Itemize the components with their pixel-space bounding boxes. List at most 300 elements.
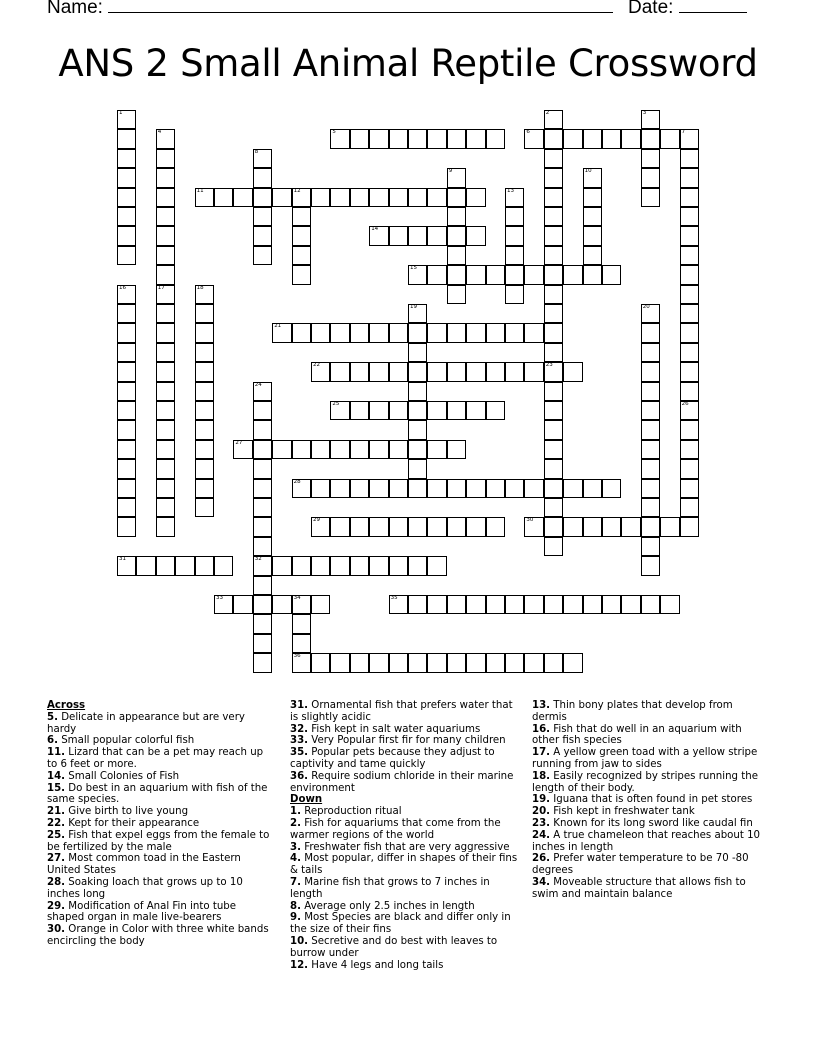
grid-cell[interactable] — [253, 226, 272, 245]
grid-cell[interactable] — [350, 362, 369, 381]
grid-cell[interactable] — [272, 556, 291, 575]
grid-cell[interactable] — [292, 207, 311, 226]
grid-cell[interactable] — [253, 149, 272, 168]
grid-cell[interactable] — [660, 517, 679, 536]
grid-cell[interactable] — [408, 343, 427, 362]
grid-cell[interactable] — [253, 440, 272, 459]
grid-cell[interactable] — [214, 188, 233, 207]
grid-cell[interactable] — [680, 265, 699, 284]
grid-cell[interactable] — [292, 556, 311, 575]
grid-cell[interactable] — [350, 440, 369, 459]
grid-cell[interactable] — [641, 517, 660, 536]
grid-cell[interactable] — [641, 401, 660, 420]
grid-cell[interactable] — [583, 246, 602, 265]
grid-cell[interactable] — [369, 556, 388, 575]
grid-cell[interactable] — [117, 129, 136, 148]
grid-cell[interactable] — [505, 323, 524, 342]
grid-cell[interactable] — [156, 382, 175, 401]
grid-cell[interactable] — [253, 168, 272, 187]
grid-cell[interactable] — [427, 362, 446, 381]
grid-cell[interactable] — [544, 168, 563, 187]
grid-cell[interactable] — [447, 517, 466, 536]
grid-cell[interactable] — [156, 149, 175, 168]
grid-cell[interactable] — [272, 440, 291, 459]
grid-cell[interactable] — [195, 362, 214, 381]
grid-cell[interactable] — [427, 226, 446, 245]
grid-cell[interactable] — [486, 517, 505, 536]
grid-cell[interactable] — [486, 323, 505, 342]
grid-cell[interactable] — [330, 479, 349, 498]
grid-cell[interactable] — [427, 129, 446, 148]
grid-cell[interactable] — [641, 188, 660, 207]
grid-cell[interactable] — [680, 246, 699, 265]
grid-cell[interactable] — [311, 440, 330, 459]
grid-cell[interactable] — [544, 304, 563, 323]
grid-cell[interactable] — [292, 634, 311, 653]
grid-cell[interactable] — [156, 556, 175, 575]
grid-cell[interactable] — [466, 479, 485, 498]
grid-cell[interactable] — [447, 479, 466, 498]
grid-cell[interactable] — [427, 653, 446, 672]
grid-cell[interactable] — [544, 401, 563, 420]
grid-cell[interactable] — [486, 653, 505, 672]
grid-cell[interactable] — [680, 382, 699, 401]
grid-cell[interactable] — [602, 265, 621, 284]
grid-cell[interactable] — [408, 226, 427, 245]
grid-cell[interactable] — [195, 401, 214, 420]
grid-cell[interactable] — [427, 440, 446, 459]
grid-cell[interactable] — [621, 517, 640, 536]
grid-cell[interactable] — [680, 149, 699, 168]
grid-cell[interactable] — [253, 614, 272, 633]
grid-cell[interactable] — [350, 556, 369, 575]
grid-cell[interactable] — [175, 556, 194, 575]
grid-cell[interactable] — [369, 129, 388, 148]
grid-cell[interactable] — [447, 285, 466, 304]
grid-cell[interactable] — [544, 265, 563, 284]
grid-cell[interactable] — [583, 265, 602, 284]
grid-cell[interactable] — [680, 498, 699, 517]
grid-cell[interactable] — [117, 420, 136, 439]
grid-cell[interactable] — [641, 556, 660, 575]
grid-cell[interactable] — [156, 440, 175, 459]
grid-cell[interactable] — [253, 653, 272, 672]
grid-cell[interactable] — [621, 129, 640, 148]
grid-cell[interactable] — [330, 129, 349, 148]
grid-cell[interactable] — [641, 110, 660, 129]
grid-cell[interactable] — [408, 420, 427, 439]
grid-cell[interactable] — [369, 226, 388, 245]
grid-cell[interactable] — [544, 459, 563, 478]
grid-cell[interactable] — [156, 129, 175, 148]
grid-cell[interactable] — [389, 226, 408, 245]
grid-cell[interactable] — [311, 362, 330, 381]
grid-cell[interactable] — [680, 304, 699, 323]
grid-cell[interactable] — [544, 517, 563, 536]
grid-cell[interactable] — [253, 517, 272, 536]
grid-cell[interactable] — [195, 556, 214, 575]
grid-cell[interactable] — [350, 129, 369, 148]
grid-cell[interactable] — [408, 653, 427, 672]
grid-cell[interactable] — [427, 265, 446, 284]
grid-cell[interactable] — [544, 362, 563, 381]
grid-cell[interactable] — [253, 537, 272, 556]
grid-cell[interactable] — [680, 459, 699, 478]
grid-cell[interactable] — [195, 343, 214, 362]
grid-cell[interactable] — [195, 285, 214, 304]
grid-cell[interactable] — [583, 595, 602, 614]
grid-cell[interactable] — [680, 517, 699, 536]
grid-cell[interactable] — [524, 653, 543, 672]
grid-cell[interactable] — [583, 168, 602, 187]
grid-cell[interactable] — [680, 479, 699, 498]
grid-cell[interactable] — [272, 188, 291, 207]
grid-cell[interactable] — [272, 595, 291, 614]
grid-cell[interactable] — [117, 382, 136, 401]
grid-cell[interactable] — [136, 556, 155, 575]
grid-cell[interactable] — [505, 226, 524, 245]
grid-cell[interactable] — [466, 653, 485, 672]
grid-cell[interactable] — [233, 595, 252, 614]
grid-cell[interactable] — [466, 595, 485, 614]
grid-cell[interactable] — [389, 362, 408, 381]
grid-cell[interactable] — [292, 653, 311, 672]
grid-cell[interactable] — [156, 401, 175, 420]
grid-cell[interactable] — [505, 653, 524, 672]
grid-cell[interactable] — [117, 479, 136, 498]
grid-cell[interactable] — [253, 595, 272, 614]
grid-cell[interactable] — [427, 479, 446, 498]
grid-cell[interactable] — [641, 304, 660, 323]
grid-cell[interactable] — [680, 323, 699, 342]
grid-cell[interactable] — [330, 440, 349, 459]
grid-cell[interactable] — [544, 188, 563, 207]
grid-cell[interactable] — [466, 226, 485, 245]
grid-cell[interactable] — [660, 129, 679, 148]
grid-cell[interactable] — [563, 479, 582, 498]
grid-cell[interactable] — [117, 343, 136, 362]
grid-cell[interactable] — [117, 188, 136, 207]
grid-cell[interactable] — [233, 188, 252, 207]
grid-cell[interactable] — [427, 517, 446, 536]
grid-cell[interactable] — [466, 362, 485, 381]
grid-cell[interactable] — [563, 265, 582, 284]
grid-cell[interactable] — [292, 440, 311, 459]
grid-cell[interactable] — [544, 537, 563, 556]
grid-cell[interactable] — [680, 401, 699, 420]
grid-cell[interactable] — [350, 479, 369, 498]
grid-cell[interactable] — [447, 401, 466, 420]
grid-cell[interactable] — [389, 440, 408, 459]
grid-cell[interactable] — [563, 362, 582, 381]
grid-cell[interactable] — [563, 129, 582, 148]
grid-cell[interactable] — [486, 595, 505, 614]
grid-cell[interactable] — [680, 207, 699, 226]
grid-cell[interactable] — [350, 401, 369, 420]
grid-cell[interactable] — [253, 382, 272, 401]
grid-cell[interactable] — [369, 362, 388, 381]
grid-cell[interactable] — [330, 362, 349, 381]
grid-cell[interactable] — [544, 440, 563, 459]
grid-cell[interactable] — [447, 129, 466, 148]
grid-cell[interactable] — [156, 517, 175, 536]
grid-cell[interactable] — [311, 188, 330, 207]
grid-cell[interactable] — [466, 323, 485, 342]
grid-cell[interactable] — [117, 323, 136, 342]
grid-cell[interactable] — [408, 129, 427, 148]
grid-cell[interactable] — [544, 285, 563, 304]
grid-cell[interactable] — [602, 479, 621, 498]
grid-cell[interactable] — [524, 362, 543, 381]
grid-cell[interactable] — [524, 595, 543, 614]
grid-cell[interactable] — [408, 304, 427, 323]
grid-cell[interactable] — [641, 323, 660, 342]
grid-cell[interactable] — [466, 188, 485, 207]
grid-cell[interactable] — [583, 188, 602, 207]
grid-cell[interactable] — [117, 207, 136, 226]
grid-cell[interactable] — [427, 188, 446, 207]
grid-cell[interactable] — [544, 343, 563, 362]
grid-cell[interactable] — [156, 420, 175, 439]
grid-cell[interactable] — [156, 459, 175, 478]
grid-cell[interactable] — [408, 595, 427, 614]
grid-cell[interactable] — [544, 129, 563, 148]
grid-cell[interactable] — [447, 246, 466, 265]
grid-cell[interactable] — [408, 323, 427, 342]
grid-cell[interactable] — [253, 207, 272, 226]
grid-cell[interactable] — [466, 129, 485, 148]
grid-cell[interactable] — [544, 595, 563, 614]
grid-cell[interactable] — [408, 440, 427, 459]
grid-cell[interactable] — [447, 362, 466, 381]
grid-cell[interactable] — [330, 653, 349, 672]
grid-cell[interactable] — [641, 537, 660, 556]
grid-cell[interactable] — [117, 362, 136, 381]
grid-cell[interactable] — [272, 323, 291, 342]
grid-cell[interactable] — [253, 634, 272, 653]
grid-cell[interactable] — [311, 653, 330, 672]
grid-cell[interactable] — [292, 614, 311, 633]
grid-cell[interactable] — [292, 246, 311, 265]
grid-cell[interactable] — [505, 479, 524, 498]
grid-cell[interactable] — [156, 479, 175, 498]
grid-cell[interactable] — [156, 323, 175, 342]
grid-cell[interactable] — [641, 595, 660, 614]
grid-cell[interactable] — [156, 498, 175, 517]
grid-cell[interactable] — [583, 517, 602, 536]
grid-cell[interactable] — [544, 110, 563, 129]
grid-cell[interactable] — [253, 498, 272, 517]
grid-cell[interactable] — [292, 188, 311, 207]
grid-cell[interactable] — [486, 129, 505, 148]
grid-cell[interactable] — [292, 479, 311, 498]
grid-cell[interactable] — [156, 265, 175, 284]
grid-cell[interactable] — [195, 382, 214, 401]
grid-cell[interactable] — [447, 323, 466, 342]
grid-cell[interactable] — [117, 110, 136, 129]
grid-cell[interactable] — [680, 420, 699, 439]
grid-cell[interactable] — [117, 226, 136, 245]
grid-cell[interactable] — [641, 420, 660, 439]
grid-cell[interactable] — [486, 265, 505, 284]
grid-cell[interactable] — [117, 517, 136, 536]
grid-cell[interactable] — [117, 246, 136, 265]
grid-cell[interactable] — [544, 382, 563, 401]
grid-cell[interactable] — [427, 323, 446, 342]
grid-cell[interactable] — [563, 653, 582, 672]
grid-cell[interactable] — [680, 362, 699, 381]
grid-cell[interactable] — [486, 401, 505, 420]
grid-cell[interactable] — [253, 188, 272, 207]
grid-cell[interactable] — [544, 479, 563, 498]
grid-cell[interactable] — [117, 498, 136, 517]
grid-cell[interactable] — [408, 382, 427, 401]
grid-cell[interactable] — [195, 323, 214, 342]
grid-cell[interactable] — [680, 343, 699, 362]
grid-cell[interactable] — [505, 207, 524, 226]
grid-cell[interactable] — [583, 479, 602, 498]
grid-cell[interactable] — [466, 265, 485, 284]
grid-cell[interactable] — [311, 479, 330, 498]
grid-cell[interactable] — [117, 149, 136, 168]
grid-cell[interactable] — [156, 246, 175, 265]
grid-cell[interactable] — [544, 149, 563, 168]
grid-cell[interactable] — [117, 285, 136, 304]
grid-cell[interactable] — [447, 168, 466, 187]
grid-cell[interactable] — [156, 285, 175, 304]
grid-cell[interactable] — [253, 246, 272, 265]
grid-cell[interactable] — [156, 207, 175, 226]
grid-cell[interactable] — [330, 556, 349, 575]
grid-cell[interactable] — [292, 595, 311, 614]
grid-cell[interactable] — [311, 517, 330, 536]
grid-cell[interactable] — [544, 498, 563, 517]
grid-cell[interactable] — [505, 265, 524, 284]
grid-cell[interactable] — [660, 595, 679, 614]
grid-cell[interactable] — [583, 207, 602, 226]
grid-cell[interactable] — [389, 653, 408, 672]
grid-cell[interactable] — [408, 459, 427, 478]
grid-cell[interactable] — [466, 517, 485, 536]
grid-cell[interactable] — [680, 129, 699, 148]
grid-cell[interactable] — [408, 265, 427, 284]
grid-cell[interactable] — [156, 343, 175, 362]
grid-cell[interactable] — [214, 556, 233, 575]
grid-cell[interactable] — [466, 401, 485, 420]
grid-cell[interactable] — [156, 304, 175, 323]
grid-cell[interactable] — [641, 168, 660, 187]
grid-cell[interactable] — [195, 479, 214, 498]
grid-cell[interactable] — [602, 517, 621, 536]
grid-cell[interactable] — [641, 149, 660, 168]
grid-cell[interactable] — [389, 188, 408, 207]
grid-cell[interactable] — [602, 129, 621, 148]
grid-cell[interactable] — [117, 168, 136, 187]
grid-cell[interactable] — [233, 440, 252, 459]
grid-cell[interactable] — [389, 323, 408, 342]
grid-cell[interactable] — [195, 304, 214, 323]
grid-cell[interactable] — [369, 517, 388, 536]
grid-cell[interactable] — [253, 401, 272, 420]
grid-cell[interactable] — [544, 207, 563, 226]
grid-cell[interactable] — [117, 440, 136, 459]
grid-cell[interactable] — [408, 517, 427, 536]
grid-cell[interactable] — [427, 401, 446, 420]
grid-cell[interactable] — [195, 498, 214, 517]
grid-cell[interactable] — [156, 226, 175, 245]
grid-cell[interactable] — [563, 517, 582, 536]
grid-cell[interactable] — [427, 595, 446, 614]
grid-cell[interactable] — [253, 556, 272, 575]
grid-cell[interactable] — [447, 188, 466, 207]
grid-cell[interactable] — [427, 556, 446, 575]
grid-cell[interactable] — [641, 343, 660, 362]
grid-cell[interactable] — [524, 265, 543, 284]
grid-cell[interactable] — [350, 517, 369, 536]
grid-cell[interactable] — [195, 440, 214, 459]
grid-cell[interactable] — [156, 362, 175, 381]
grid-cell[interactable] — [408, 401, 427, 420]
grid-cell[interactable] — [350, 188, 369, 207]
grid-cell[interactable] — [156, 188, 175, 207]
grid-cell[interactable] — [680, 168, 699, 187]
grid-cell[interactable] — [195, 459, 214, 478]
grid-cell[interactable] — [641, 382, 660, 401]
grid-cell[interactable] — [369, 401, 388, 420]
grid-cell[interactable] — [621, 595, 640, 614]
grid-cell[interactable] — [505, 188, 524, 207]
grid-cell[interactable] — [117, 556, 136, 575]
grid-cell[interactable] — [408, 188, 427, 207]
grid-cell[interactable] — [641, 129, 660, 148]
grid-cell[interactable] — [447, 440, 466, 459]
grid-cell[interactable] — [117, 304, 136, 323]
grid-cell[interactable] — [195, 420, 214, 439]
grid-cell[interactable] — [369, 188, 388, 207]
grid-cell[interactable] — [369, 440, 388, 459]
grid-cell[interactable] — [408, 479, 427, 498]
grid-cell[interactable] — [583, 129, 602, 148]
grid-cell[interactable] — [408, 362, 427, 381]
grid-cell[interactable] — [389, 129, 408, 148]
grid-cell[interactable] — [641, 498, 660, 517]
grid-cell[interactable] — [311, 556, 330, 575]
grid-cell[interactable] — [505, 246, 524, 265]
grid-cell[interactable] — [505, 362, 524, 381]
grid-cell[interactable] — [563, 595, 582, 614]
grid-cell[interactable] — [486, 362, 505, 381]
grid-cell[interactable] — [292, 265, 311, 284]
grid-cell[interactable] — [117, 459, 136, 478]
grid-cell[interactable] — [544, 323, 563, 342]
grid-cell[interactable] — [214, 595, 233, 614]
grid-cell[interactable] — [253, 459, 272, 478]
grid-cell[interactable] — [544, 420, 563, 439]
grid-cell[interactable] — [641, 440, 660, 459]
grid-cell[interactable] — [524, 323, 543, 342]
grid-cell[interactable] — [117, 401, 136, 420]
grid-cell[interactable] — [311, 323, 330, 342]
grid-cell[interactable] — [253, 479, 272, 498]
grid-cell[interactable] — [389, 595, 408, 614]
grid-cell[interactable] — [641, 479, 660, 498]
grid-cell[interactable] — [524, 517, 543, 536]
grid-cell[interactable] — [447, 595, 466, 614]
grid-cell[interactable] — [505, 595, 524, 614]
grid-cell[interactable] — [330, 401, 349, 420]
grid-cell[interactable] — [350, 653, 369, 672]
grid-cell[interactable] — [680, 285, 699, 304]
